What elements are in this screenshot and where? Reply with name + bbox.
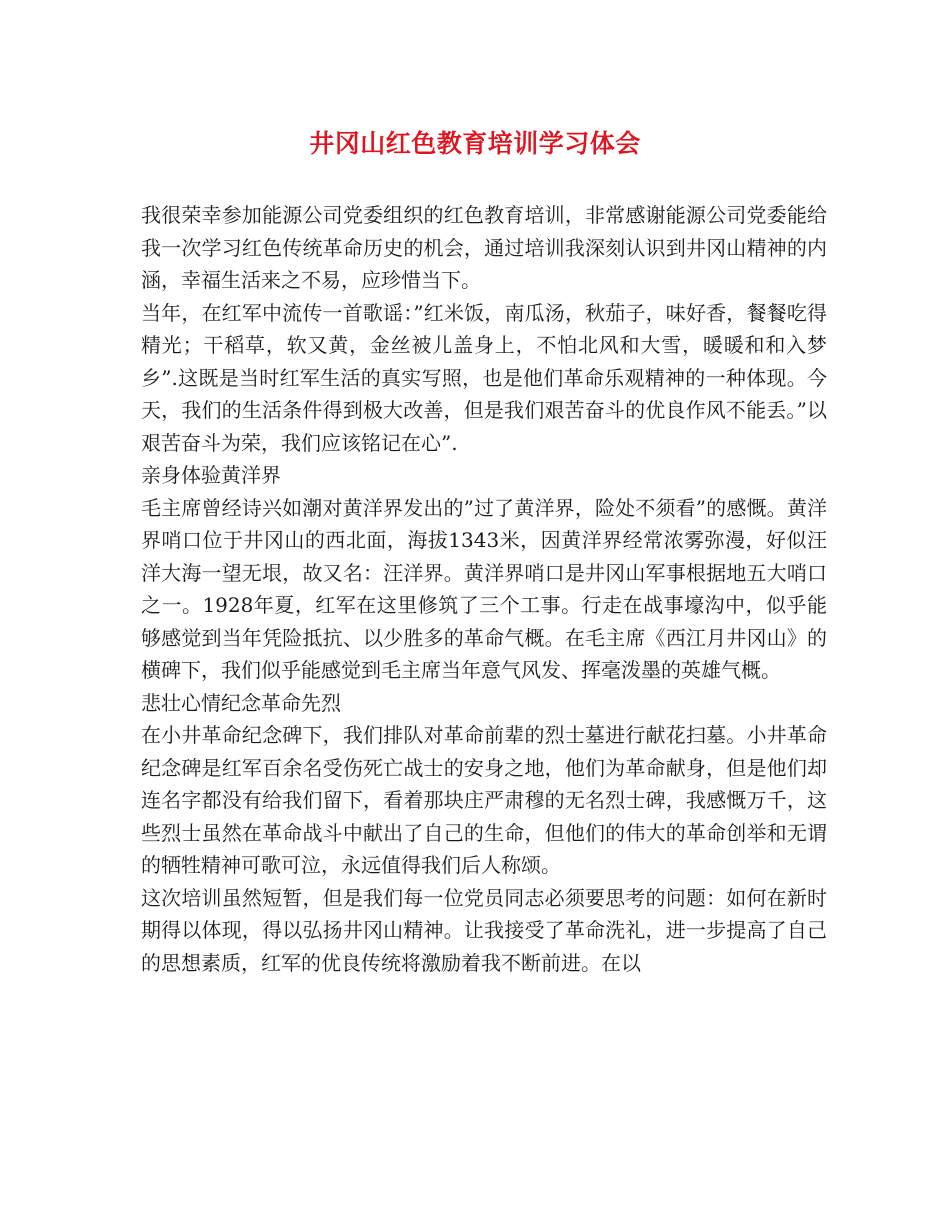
paragraph-martyrs: 在小井革命纪念碑下，我们排队对革命前辈的烈士墓进行献花扫墓。小井革命纪念碑是红军百余名受伤死亡战士的安身之地，他们为革命献身，但是他们却连名字都没有给我们留下，看着那块庄严肃穆的无名烈士碑，我感慨万千，这些烈士虽然在革命战斗中献出了自己的生命，但他们的伟大的革命创举和无谓的牺牲精神可歌可泣，永远值得我们后人称颂。 (141, 723, 827, 877)
paragraph-red-army-song: 当年，在红军中流传一首歌谣：”红米饭，南瓜汤，秋茄子，味好香，餐餐吃得精光；干稻草，软又黄，金丝被儿盖身上，不怕北风和大雪，暖暖和和入梦乡”.这既是当时红军生活的真实写照，也是他们革命乐观精神的一种体现。今天，我们的生活条件得到极大改善，但是我们艰苦奋斗的优良作风不能丢。”以艰苦奋斗为荣，我们应该铭记在心”. (141, 300, 827, 455)
document-body (141, 199, 827, 979)
paragraph-huangyangjie: 毛主席曾经诗兴如潮对黄洋界发出的”过了黄洋界，险处不须看”的感慨。黄洋界哨口位于井冈山的西北面，海拔1343米，因黄洋界经常浓雾弥漫，好似汪洋大海一望无垠，故又名：汪洋界。黄洋界哨口是井冈山军事根据地五大哨口之一。1928年夏，红军在这里修筑了三个工事。行走在战事壕沟中，似乎能够感觉到当年凭险抵抗、以少胜多的革命气概。在毛主席《西江月井冈山》的横碑下，我们似乎能感觉到毛主席当年意气风发、挥毫泼墨的英雄气概。 (141, 495, 827, 682)
section-heading-huangyangjie: 亲身体验黄洋界 (141, 463, 281, 487)
section-heading-martyrs: 悲壮心情纪念革命先烈 (141, 690, 341, 715)
paragraph-reflection: 这次培训虽然短暂，但是我们每一位党员同志必须要思考的问题：如何在新时期得以体现，得以弘扬井冈山精神。让我接受了革命洗礼，进一步提高了自己的思想素质，红军的优良传统将激励着我不断前进。在以 (141, 885, 827, 975)
document-title: 井冈山红色教育培训学习体会 (309, 129, 641, 158)
paragraph-intro: 我很荣幸参加能源公司党委组织的红色教育培训，非常感谢能源公司党委能给我一次学习红色传统革命历史的机会，通过培训我深刻认识到井冈山精神的内涵，幸福生活来之不易，应珍惜当下。 (141, 203, 827, 292)
